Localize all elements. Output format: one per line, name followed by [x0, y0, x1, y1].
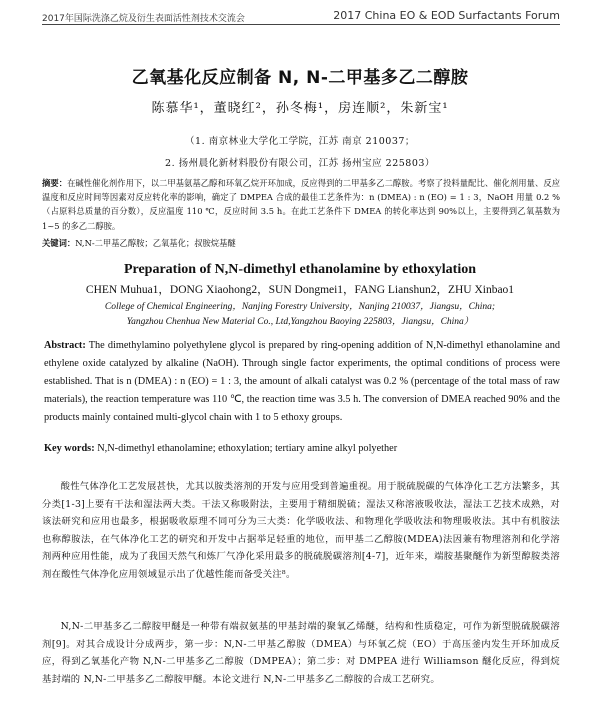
authors-cn: 陈慕华¹，董晓红²，孙冬梅¹，房连顺²，朱新宝¹ [151, 101, 449, 116]
affiliation-cn-2: 2. 扬州晨化新材料股份有限公司，江苏 扬州宝应 225803） [165, 158, 435, 169]
abstract-en-text: The dimethylamino polyethylene glycol is prepared by ring-opening addition of N,N-dimethyl ethanolamine and ethylene oxide catalyzed by alkaline (NaOH). Through single factor experiments, the optimal conditions of process were established. That is n (DMEA) : n (EO) = 1 : 3, the amount of alkali catalyst was 0.2 % (percentage of the total mass of raw materials), the reaction temperature was 110 ℃, the reaction time was 3.5 h. The conversion of DMEA reached 90% and the products mainly contained multi-glycol chain with 1 to 5 ethoxy groups. [44, 340, 560, 423]
header-left: 2017年国际洗涤乙烷及衍生表面活性剂技术交流会 [42, 14, 245, 24]
affiliation-en-2: Yangzhou Chenhua New Material Co., Ltd,Yangzhou Baoying 225803，Jiangsu，China） [126, 317, 474, 327]
keywords-cn [42, 237, 560, 249]
keywords-en-label: Key words: [44, 443, 95, 454]
abstract-cn-text: 在碱性催化剂作用下，以二甲基氨基乙醇和环氧乙烷开环加成，反应得到的二甲基多乙二醇胺。考察了投料量配比、催化剂用量、反应温度和反应时间等因素对反应转化率的影响，确定了 DMPEA 合成的最佳工艺条件为：n (DMEA) : n (EO) = 1 : 3，NaOH 用量 0.2 %（占原料总质量的百分数），反应温度 110 ℃，反应时间 3.5 h。在此工艺条件下 DMEA 的转化率达到 90%以上，主要得到乙氧基数为 1~5 的多乙二醇胺。 [42, 178, 560, 231]
body-paragraph-1: 酸性气体净化工艺发展甚快，尤其以胺类溶剂的开发与应用受到普遍重视。用于脱硫脱碳的气体净化工艺方法繁多，其分类[1-3]上要有干法和湿法两大类。干法又称吸附法，主要用于精细脱硫；湿法又称溶液吸收法，湿法工艺技术成熟，对该法研究和应用也最多，根据吸收原理不同可分为三大类：化学吸收法、和物理化学吸收法和物理吸收法。其中有机胺法也称醇胺法，在气体净化工艺的研究和开发中占据举足轻重的地位，而甲基二乙醇胺(MDEA)法因兼有物理溶剂和化学溶剂两种应用性能，成为了我国天然气和炼厂气净化采用最多的脱硫脱碳溶剂[4-7]，近年来，端胺基聚醚作为新型醇胺类溶剂在酸性气体净化应用领域显示出了优越性能而备受关注⁸。 [42, 481, 560, 580]
abstract-en [44, 337, 560, 427]
abstract-en-label: Abstract: [44, 340, 86, 351]
keywords-cn-text: N,N-二甲基乙醇胺；乙氧基化；叔胺烷基醚 [75, 238, 236, 248]
abstract-cn-label: 摘要： [42, 178, 68, 188]
running-header [42, 8, 560, 24]
keywords-en [44, 443, 560, 454]
header-right: 2017 China EO & EOD Surfactants Forum [333, 9, 560, 22]
keywords-en-text: N,N-dimethyl ethanolamine; ethoxylation; tertiary amine alkyl polyether [97, 443, 398, 454]
authors-en: CHEN Muhua1，DONG Xiaohong2，SUN Dongmei1，FANG Lianshun2，ZHU Xinbao1 [85, 284, 515, 296]
affiliation-en-1: College of Chemical Engineering，Nanjing Forestry University，Nanjing 210037，Jiangsu，China; [104, 302, 496, 312]
keywords-cn-label: 关键词： [42, 238, 76, 248]
header-rule [42, 24, 560, 25]
title-cn: 乙氧基化反应制备 N, N-二甲基多乙二醇胺 [131, 68, 469, 88]
affiliation-cn-1: （1. 南京林业大学化工学院，江苏 南京 210037； [185, 136, 415, 147]
title-en: Preparation of N,N-dimethyl ethanolamine by ethoxylation [123, 262, 477, 277]
abstract-cn [42, 176, 560, 233]
body-paragraph-2: N,N-二甲基多乙二醇胺甲醚是一种带有端叔氨基的甲基封端的聚氧乙烯醚，结构和性质稳定，可作为新型脱硫脱碳溶剂[9]。对其合成设计分成两步，第一步：N,N-二甲基乙醇胺（DMEA）与环氧乙烷（EO）于高压釜内发生开环加成反应，得到乙氧基化产物 N,N-二甲基多乙二醇胺（DMPEA）；第二步：对 DMPEA 进行 Williamson 醚化反应，得到烷基封端的 N,N-二甲基多乙二醇胺甲醚。本论文进行 N,N-二甲基多乙二醇胺的合成工艺研究。 [42, 621, 560, 685]
